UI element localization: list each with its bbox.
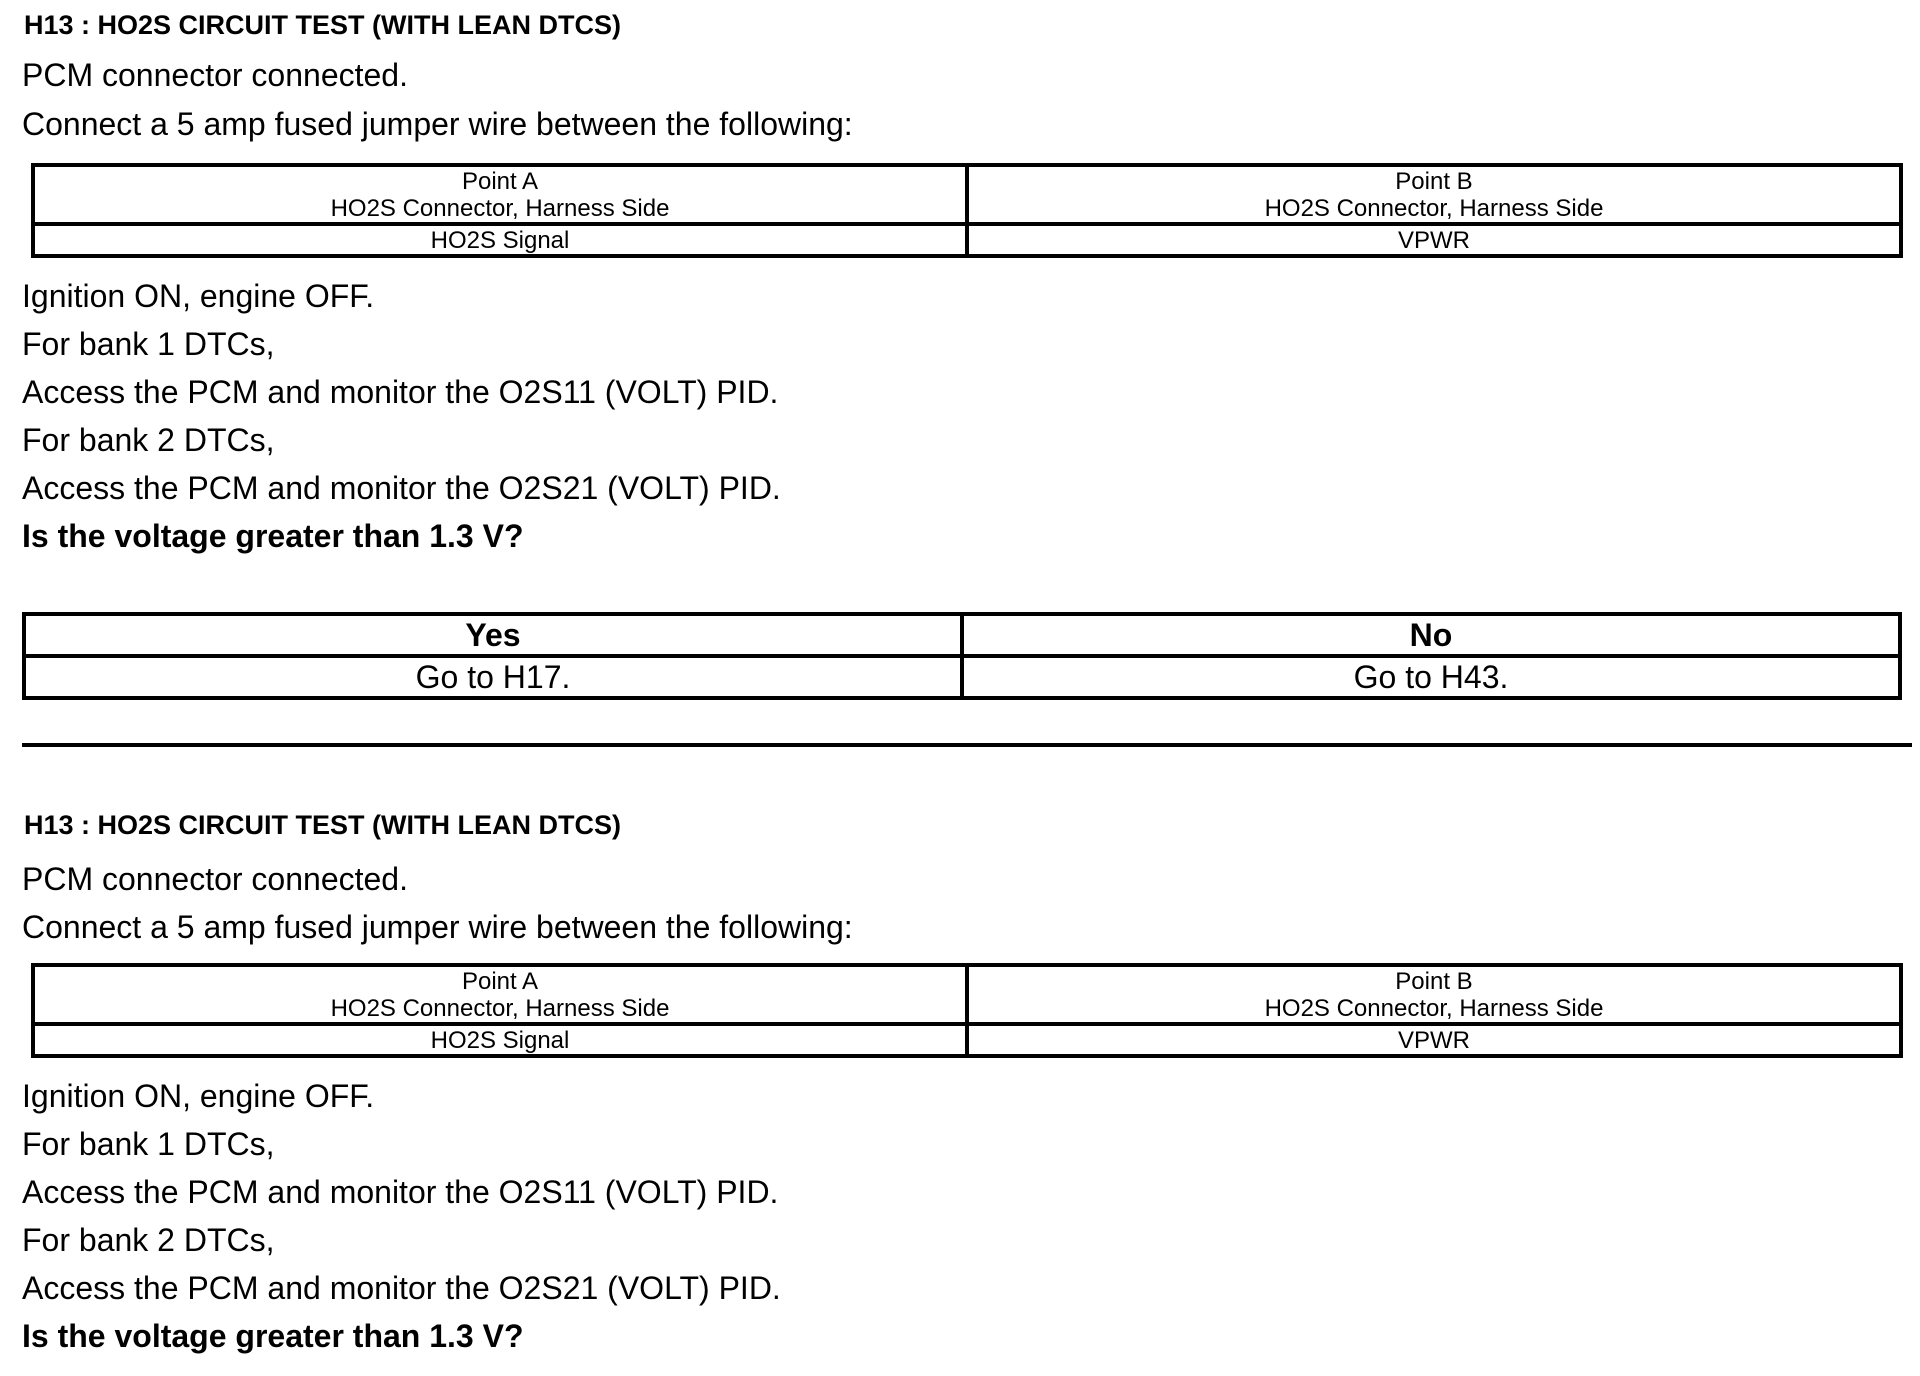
step-line: Ignition ON, engine OFF.	[22, 1078, 375, 1114]
point-a-value: HO2S Signal	[33, 1024, 967, 1056]
section-divider	[22, 743, 1912, 747]
step-line: Access the PCM and monitor the O2S11 (VOLT) PID.	[22, 1174, 779, 1210]
step-line: For bank 2 DTCs,	[22, 422, 275, 458]
result-table	[22, 612, 1902, 700]
step-line: Access the PCM and monitor the O2S21 (VOLT) PID.	[22, 470, 781, 506]
step-line: Access the PCM and monitor the O2S21 (VOLT) PID.	[22, 1270, 781, 1306]
section-title: H13 : HO2S CIRCUIT TEST (WITH LEAN DTCS)	[24, 10, 622, 40]
step-line: For bank 2 DTCs,	[22, 1222, 275, 1258]
intro-line: Connect a 5 amp fused jumper wire between the following:	[22, 909, 853, 945]
point-b-title: Point B	[1395, 167, 1473, 195]
point-a-desc: HO2S Connector, Harness Side	[330, 194, 670, 222]
step-line: Ignition ON, engine OFF.	[22, 278, 375, 314]
point-a-value: HO2S Signal	[33, 224, 967, 256]
point-a-title: Point A	[461, 967, 539, 995]
yes-action: Go to H17.	[24, 656, 962, 698]
point-b-header	[967, 965, 1901, 1024]
question-line: Is the voltage greater than 1.3 V?	[22, 1318, 524, 1354]
point-b-desc: HO2S Connector, Harness Side	[1264, 194, 1604, 222]
point-b-header	[967, 165, 1901, 224]
point-b-value: VPWR	[967, 1024, 1901, 1056]
point-a-header	[33, 165, 967, 224]
point-b-title: Point B	[1395, 967, 1473, 995]
section-title: H13 : HO2S CIRCUIT TEST (WITH LEAN DTCS)	[24, 810, 622, 840]
no-action: Go to H43.	[962, 656, 1900, 698]
point-a-desc: HO2S Connector, Harness Side	[330, 994, 670, 1022]
step-line: For bank 1 DTCs,	[22, 326, 275, 362]
intro-line: Connect a 5 amp fused jumper wire between the following:	[22, 106, 853, 142]
step-line: Access the PCM and monitor the O2S11 (VOLT) PID.	[22, 374, 779, 410]
no-label: No	[962, 614, 1900, 656]
point-a-header	[33, 965, 967, 1024]
intro-line: PCM connector connected.	[22, 861, 408, 897]
point-b-value: VPWR	[967, 224, 1901, 256]
yes-label: Yes	[24, 614, 962, 656]
intro-line: PCM connector connected.	[22, 57, 408, 93]
point-b-desc: HO2S Connector, Harness Side	[1264, 994, 1604, 1022]
connection-table	[31, 163, 1903, 258]
question-line: Is the voltage greater than 1.3 V?	[22, 518, 524, 554]
step-line: For bank 1 DTCs,	[22, 1126, 275, 1162]
point-a-title: Point A	[461, 167, 539, 195]
connection-table	[31, 963, 1903, 1058]
